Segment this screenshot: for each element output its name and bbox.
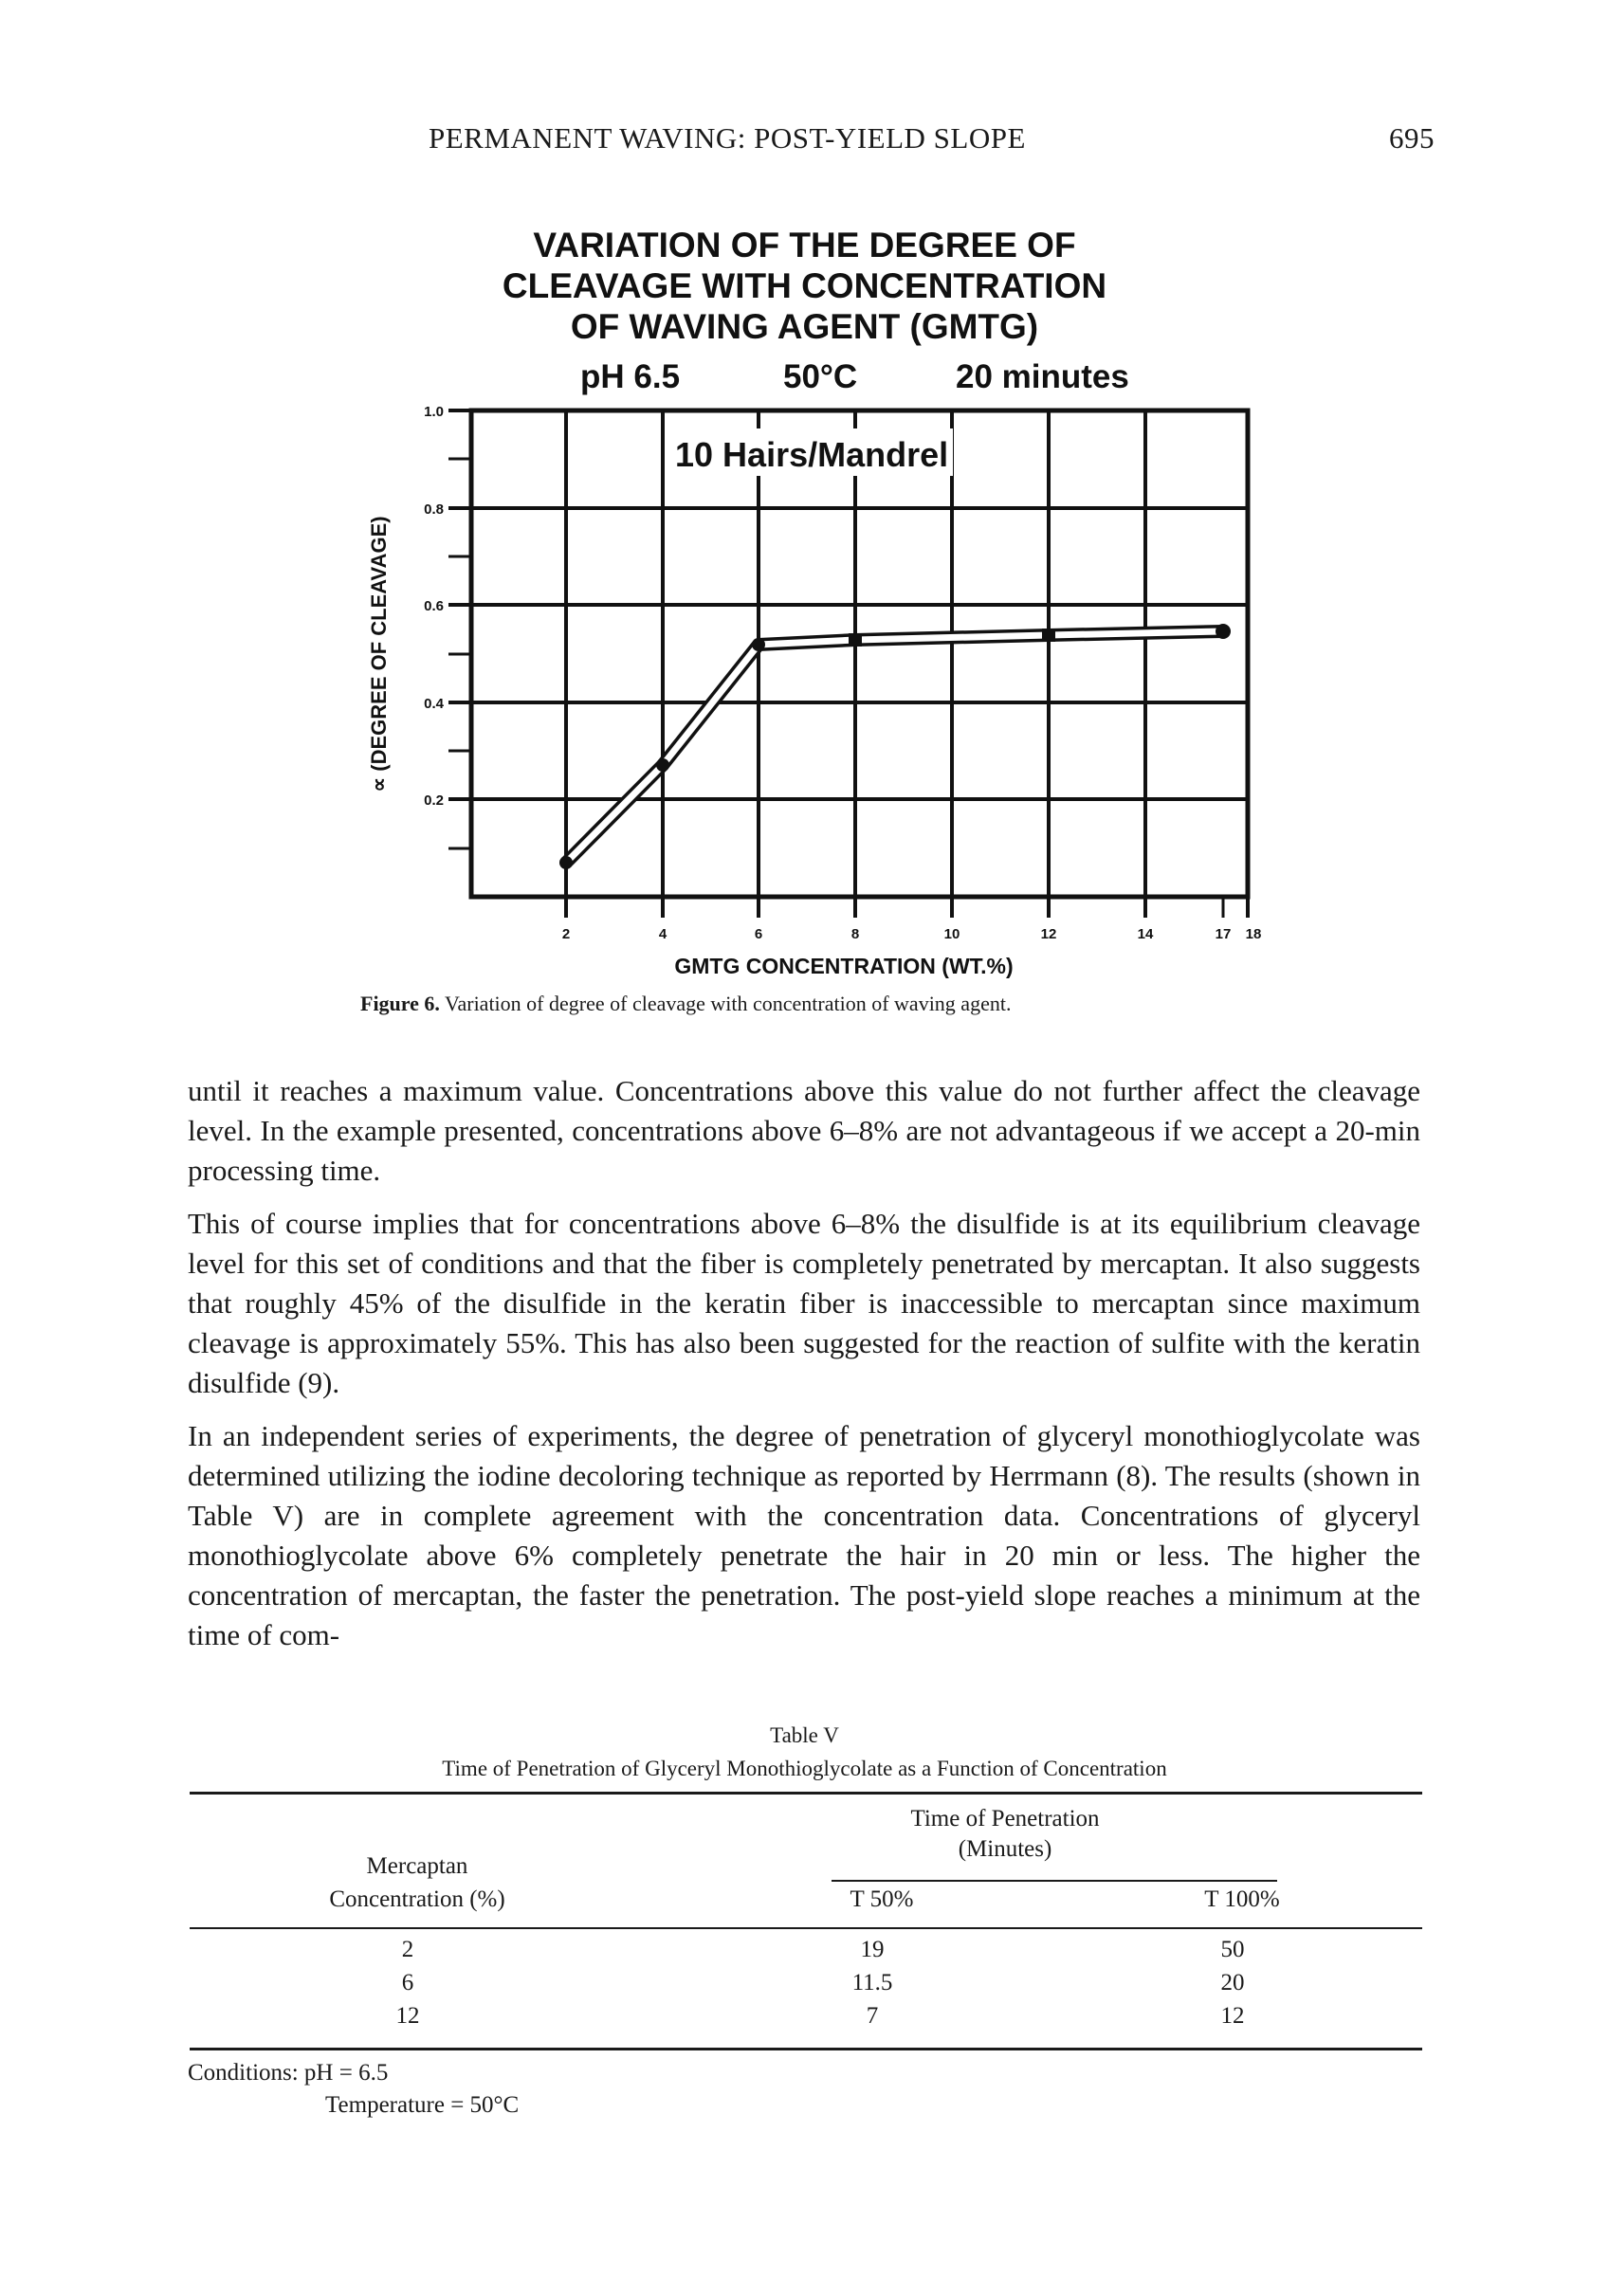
x-axis-label: GMTG CONCENTRATION (WT.%) (674, 954, 1014, 978)
y-minor-ticks (448, 459, 471, 848)
cell-concentration: 2 (401, 1937, 414, 1962)
x-tick-labels (562, 926, 1262, 942)
data-point (656, 758, 669, 772)
x-tick-10: 10 (943, 926, 960, 942)
x-tick-2: 2 (561, 926, 571, 942)
x-tick-8: 8 (850, 926, 860, 942)
chart-annotation: 10 Hairs/Mandrel (675, 435, 949, 474)
figure-caption (360, 992, 1011, 1016)
x-tick-6: 6 (754, 926, 763, 942)
data-point (752, 638, 765, 651)
x-tick-14: 14 (1137, 926, 1154, 942)
y-tick-labels (424, 404, 445, 809)
header-group-line-1: Time of Penetration (910, 1806, 1100, 1831)
y-axis-label: ∝ (DEGREE OF CLEAVAGE) (367, 516, 391, 793)
col-header-t50: T 50% (850, 1886, 914, 1912)
y-tick-0.4: 0.4 (424, 696, 444, 712)
table-conditions (188, 2057, 519, 2122)
data-point (1042, 629, 1055, 642)
x-tick-12: 12 (1040, 926, 1057, 942)
x-tick-18: 18 (1245, 926, 1262, 942)
figure-caption-text: Variation of degree of cleavage with concentration of waving agent. (445, 992, 1012, 1015)
condition-ph: pH 6.5 (580, 358, 681, 395)
paragraph-3: In an independent series of experiments, the degree of penetration of glyceryl monothioglycolate was determined utilizing the iodine decoloring technique as reported by Herrmann (8). The results (shown in Table V) are in complete agreement with the concentration data. Concentrations of glyceryl monothioglycolate above 6% completely penetrate the hair in 20 min or less. The higher the concentration of mercaptan, the faster the penetration. The post-yield slope reaches a minimum at the time of com- (188, 1419, 1420, 1651)
cell-concentration: 12 (395, 2003, 420, 2029)
y-tick-0.6: 0.6 (424, 598, 444, 614)
data-point (1216, 624, 1231, 639)
condition-time: 20 minutes (956, 358, 1129, 395)
paragraph-1: until it reaches a maximum value. Concentrations above this value do not further affect the cleavage level. In the example presented, concentrations above 6–8% are not advantageous if we accept a 20-min processing time. (188, 1074, 1420, 1187)
cell-t50: 7 (866, 2003, 879, 2029)
data-point (559, 856, 573, 869)
page-number: 695 (1389, 121, 1435, 155)
y-tick-1.0: 1.0 (424, 404, 444, 420)
table-label: Table V (770, 1723, 839, 1747)
cell-concentration: 6 (401, 1970, 414, 1995)
conditions-temperature: Temperature = 50°C (325, 2092, 520, 2118)
cell-t50: 11.5 (851, 1970, 893, 1995)
cell-t100: 20 (1220, 1970, 1245, 1995)
body-text (188, 1071, 1420, 1668)
condition-temperature: 50°C (783, 358, 858, 395)
col-header-t100: T 100% (1204, 1886, 1280, 1912)
cell-t100: 12 (1220, 2003, 1245, 2029)
y-tick-0.2: 0.2 (424, 793, 444, 809)
paragraph-2: This of course implies that for concentrations above 6–8% the disulfide is at its equilibrium cleavage level for this set of conditions and that the fiber is completely penetrated by mercaptan. It also suggests that roughly 45% of the disulfide in the keratin fiber is inaccessible to mercaptan since maximum cleavage is approximately 55%. This has also been suggested for the reaction of sulfite with the keratin disulfide (9). (188, 1207, 1420, 1399)
col-header-concentration: Concentration (%) (329, 1886, 505, 1912)
x-tick-4: 4 (658, 926, 667, 942)
table-header-rule (190, 1927, 1422, 1929)
line-chart (0, 0, 1609, 986)
chart-title-line-2: CLEAVAGE WITH CONCENTRATION (502, 266, 1107, 305)
plot-frame (471, 410, 1248, 897)
conditions-ph: Conditions: pH = 6.5 (188, 2060, 389, 2086)
data-points (559, 624, 1231, 869)
chart-title-line-1: VARIATION OF THE DEGREE OF (533, 226, 1076, 264)
vertical-gridlines (566, 410, 1248, 918)
x-tick-17: 17 (1215, 926, 1232, 942)
header-group-line-2: (Minutes) (958, 1836, 1052, 1862)
table-top-rule (190, 1792, 1422, 1795)
table-caption: Time of Penetration of Glyceryl Monothioglycolate as a Function of Concentration (442, 1757, 1167, 1780)
table-bottom-rule (190, 2048, 1422, 2050)
data-point (849, 633, 862, 647)
figure-caption-label: Figure 6. (360, 992, 440, 1015)
cell-t100: 50 (1220, 1937, 1245, 1962)
running-title: PERMANENT WAVING: POST-YIELD SLOPE (429, 121, 1026, 155)
y-tick-0.8: 0.8 (424, 501, 444, 518)
chart-title-line-3: OF WAVING AGENT (GMTG) (570, 307, 1039, 346)
header-group-rule (832, 1880, 1277, 1882)
col-header-mercaptan: Mercaptan (366, 1853, 468, 1879)
cell-t50: 19 (860, 1937, 885, 1962)
